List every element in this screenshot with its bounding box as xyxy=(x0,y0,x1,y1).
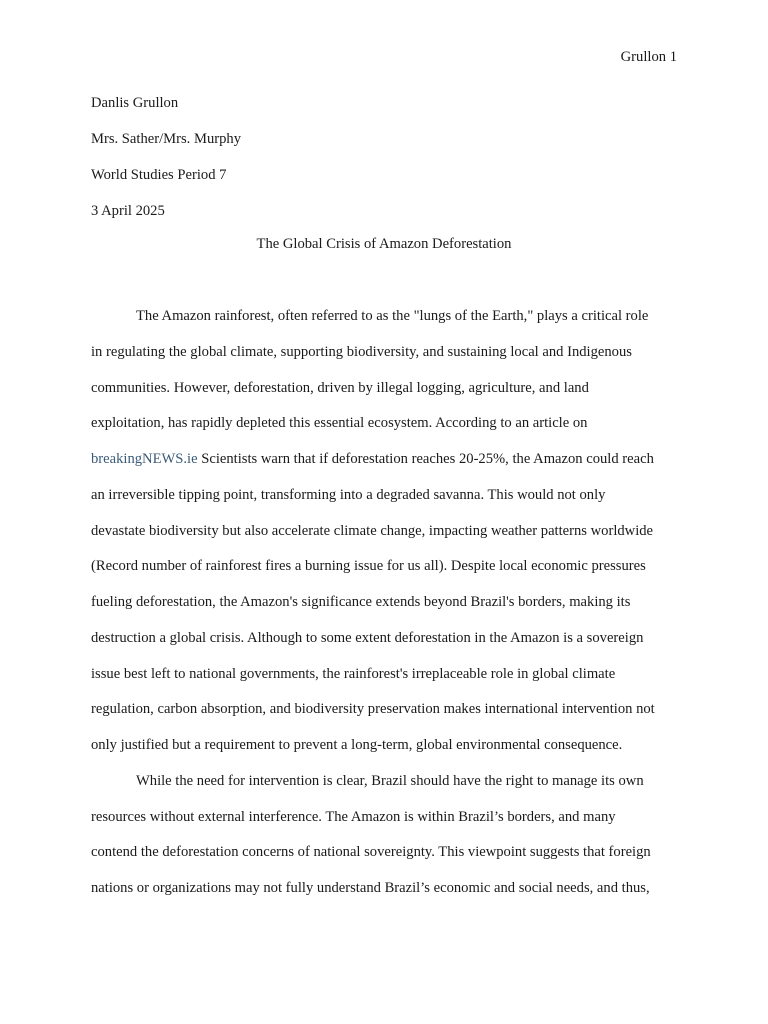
paragraph-1-line: regulation, carbon absorption, and biodiversity preservation makes international intervention not xyxy=(91,701,655,718)
essay-body xyxy=(91,306,691,914)
source-link[interactable]: breakingNEWS.ie xyxy=(91,451,198,467)
essay-title: The Global Crisis of Amazon Deforestation xyxy=(256,236,512,252)
paragraph-1-line: in regulating the global climate, supporting biodiversity, and sustaining local and Indigenous xyxy=(91,343,632,360)
instructor-name: Mrs. Sather/Mrs. Murphy xyxy=(91,131,241,147)
paragraph-1-line: fueling deforestation, the Amazon's significance extends beyond Brazil's borders, making its xyxy=(91,594,631,610)
paragraph-1-line: an irreversible tipping point, transforming into a degraded savanna. This would not only xyxy=(91,486,606,503)
paragraph-1-line: communities. However, deforestation, driven by illegal logging, agriculture, and land xyxy=(91,379,589,396)
paragraph-1-line: devastate biodiversity but also accelerate climate change, impacting weather patterns worldwide xyxy=(91,522,654,539)
paragraph-1-line xyxy=(91,449,691,485)
author-name: Danlis Grullon xyxy=(91,95,179,111)
submission-date: 3 April 2025 xyxy=(91,203,165,219)
course-name: World Studies Period 7 xyxy=(91,167,227,183)
paragraph-1-line: exploitation, has rapidly depleted this essential ecosystem. According to an article on xyxy=(91,415,588,432)
paragraph-2-line: contend the deforestation concerns of national sovereignty. This viewpoint suggests that foreign xyxy=(91,844,651,861)
paragraph-1-line: only justified but a requirement to prevent a long-term, global environmental consequence. xyxy=(91,737,623,753)
running-head: Grullon 1 xyxy=(620,49,677,65)
paragraph-2-line: nations or organizations may not fully understand Brazil’s economic and social needs, and thus, xyxy=(91,880,650,896)
paragraph-2-line: While the need for intervention is clear, Brazil should have the right to manage its own xyxy=(136,772,644,789)
paragraph-1-line: The Amazon rainforest, often referred to as the "lungs of the Earth," plays a critical role xyxy=(136,308,649,324)
paragraph-1-line-rest: Scientists warn that if deforestation reaches 20-25%, the Amazon could reach xyxy=(197,451,654,467)
paragraph-1-line: (Record number of rainforest fires a burning issue for us all). Despite local economic pressures xyxy=(91,558,646,575)
paragraph-1-line: destruction a global crisis. Although to some extent deforestation in the Amazon is a sovereign xyxy=(91,629,644,646)
paragraph-2-line: resources without external interference. The Amazon is within Brazil’s borders, and many xyxy=(91,808,616,825)
paragraph-1-line: issue best left to national governments, the rainforest's irreplaceable role in global climate xyxy=(91,665,616,682)
mla-heading xyxy=(91,93,241,237)
